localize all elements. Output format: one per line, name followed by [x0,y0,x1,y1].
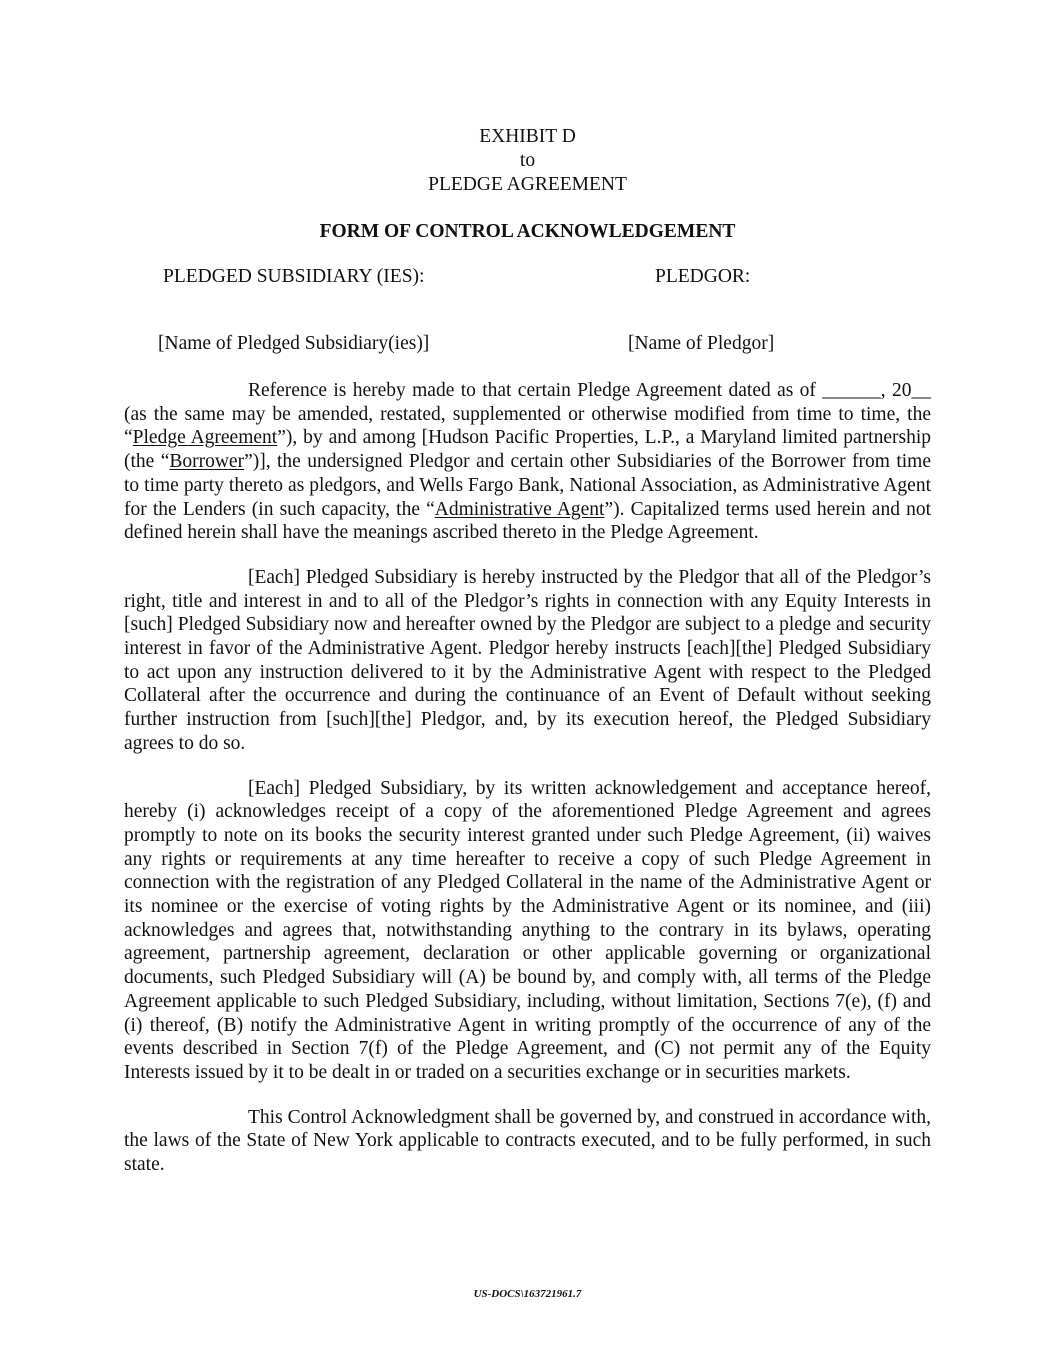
exhibit-to: to [519,150,536,171]
defined-term: Pledge Agreement [132,427,278,449]
document-body [124,379,931,1198]
text-segment: ”), by and among [Hudson Pacific Properties, L.P., a Maryland limited partnership (the “ [124,427,931,473]
defined-term: Borrower [169,451,245,473]
pledgor-name: [Name of Pledgor] [628,333,775,354]
document-id-footer: US-DOCS\163721961.7 [473,1288,582,1300]
text-segment: ”)], the undersigned Pledgor and certain other Subsidiaries of the Borrower from time to time party thereto as pledgors, and Wells Fargo Bank, National Association, as Administrative Agent for the Lenders (in such capacity, the “ [124,451,931,520]
defined-term: Administrative Agent [434,498,605,520]
pledgor-label: PLEDGOR: [655,266,751,287]
paragraph-instruction: [Each] Pledged Subsidiary is hereby instructed by the Pledgor that all of the Pledgor’s right, title and interest in and to all of the Pledgor’s rights in connection with any Equity Interests in [such] Pledged Subsidiary now and hereafter owned by the Pledgor are subject to a pledge and security interest in favor of the Administrative Agent. Pledgor hereby instructs [each][the] Pledged Subsidiary to act upon any instruction delivered to it by the Administrative Agent with respect to the Pledged Collateral after the occurrence and during the continuance of an Event of Default without seeking further instruction from [such][the] Pledgor, and, by its execution hereof, the Pledged Subsidiary agrees to do so. [124,566,931,754]
exhibit-agreement: PLEDGE AGREEMENT [428,174,627,195]
pledged-subsidiary-label: PLEDGED SUBSIDIARY (IES): [163,266,425,287]
exhibit-label: EXHIBIT D [479,126,576,147]
pledged-subsidiary-name: [Name of Pledged Subsidiary(ies)] [158,333,430,354]
text-segment: ”). Capitalized terms used herein and not defined herein shall have the meanings ascribed thereto in the Pledge Agreement. [124,498,931,544]
paragraph-acknowledgement: [Each] Pledged Subsidiary, by its written acknowledgement and acceptance hereof, hereby (i) acknowledges receipt of a copy of the aforementioned Pledge Agreement and agrees promptly to note on its books the security interest granted under such Pledge Agreement, (ii) waives any rights or requirements at any time hereafter to receive a copy of such Pledge Agreement in connection with the registration of any Pledged Collateral in the name of the Administrative Agent or its nominee or the exercise of voting rights by the Administrative Agent or its nominee, and (iii) acknowledges and agrees that, notwithstanding anything to the contrary in its bylaws, operating agreement, partnership agreement, declaration or other applicable governing or organizational documents, such Pledged Subsidiary will (A) be bound by, and comply with, all terms of the Pledge Agreement applicable to such Pledged Subsidiary, including, without limitation, Sections 7(e), (f) and (i) thereof, (B) notify the Administrative Agent in writing promptly of the occurrence of any of the events described in Section 7(f) of the Pledge Agreement, and (C) not permit any of the Equity Interests issued by it to be dealt in or traded on a securities exchange or in securities markets. [124,777,931,1083]
paragraph-reference [124,379,931,545]
paragraph-governing-law: This Control Acknowledgment shall be governed by, and construed in accordance with, the laws of the State of New York applicable to contracts executed, and to be fully performed, in such state. [124,1106,931,1176]
document-title: FORM OF CONTROL ACKNOWLEDGEMENT [319,221,736,242]
text-segment: Reference is hereby made to that certain Pledge Agreement dated as of ______, 20__ (as the same may be amended, restated, supplemented or otherwise modified from time to time, the “ [124,380,931,449]
